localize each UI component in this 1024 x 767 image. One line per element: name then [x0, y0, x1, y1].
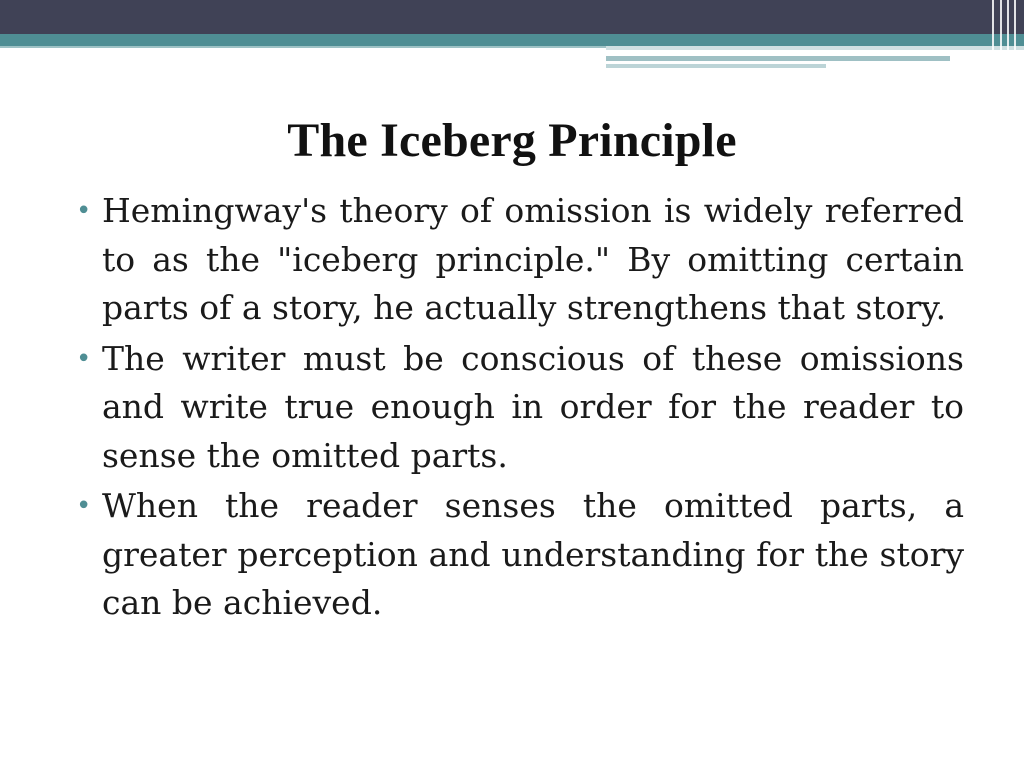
- header-thin-line: [0, 46, 606, 48]
- header-teal-band: [0, 34, 1024, 46]
- bullet-text: Hemingway's theory of omission is widely referred to as the "iceberg principle." By omitting certain parts of a story, he actually strengthens that story.: [102, 191, 964, 327]
- bullet-dot-icon: •: [76, 491, 92, 521]
- header-dark-band: [0, 0, 1024, 34]
- bullet-item: [74, 187, 964, 333]
- header-thin-line-right: [606, 46, 1024, 50]
- bullet-item: [74, 335, 964, 481]
- header-vertical-stripes: [986, 0, 1024, 68]
- bullet-dot-icon: •: [76, 343, 92, 374]
- bullet-text: When the reader senses the omitted parts, a greater perception and understanding for the story can be achieved.: [102, 486, 964, 622]
- bullet-list: [74, 187, 964, 630]
- bullet-item: [74, 482, 964, 628]
- header-accent-bar-short: [606, 64, 826, 68]
- bullet-dot-icon: •: [76, 196, 92, 226]
- slide-title: The Iceberg Principle: [287, 114, 737, 167]
- header-accent-bar: [606, 56, 950, 61]
- bullet-text: The writer must be conscious of these omissions and write true enough in order for the reader to sense the omitted parts.: [102, 338, 964, 475]
